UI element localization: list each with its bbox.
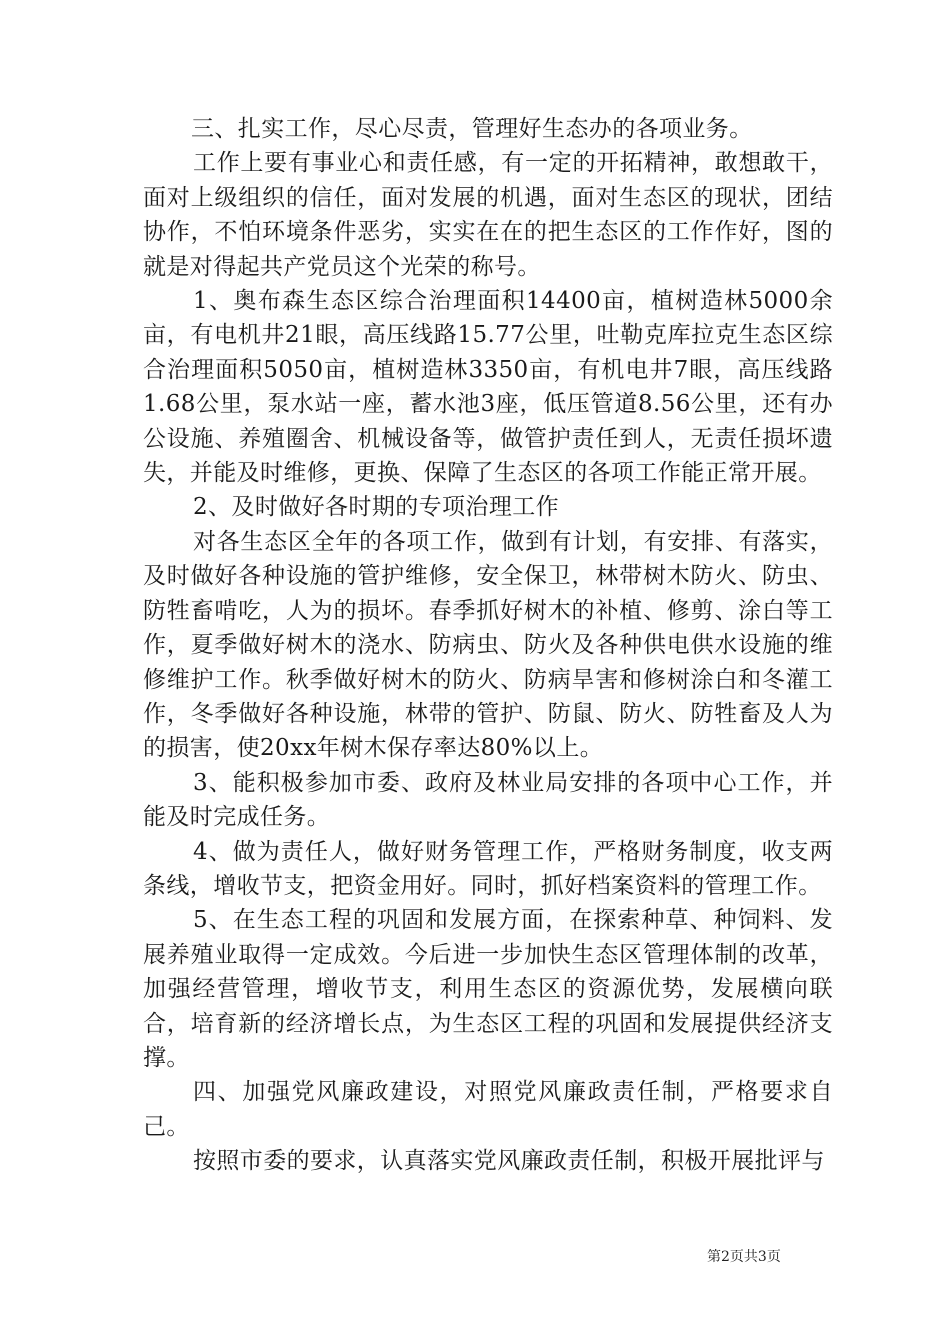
section-heading-3: 三、扎实工作，尽心尽责，管理好生态办的各项业务。 [191,116,753,142]
paragraph: 工作上要有事业心和责任感，有一定的开拓精神，敢想敢干，面对上级组织的信任，面对发展的机遇，面对生态区的现状，团结协作，不怕环境条件恶劣，实实在在的把生态区的工作作好，图的就是对得起共产党员这个光荣的称号。 [143,150,833,280]
list-item-3: 3、能积极参加市委、政府及林业局安排的各项中心工作，并能及时完成任务。 [143,769,833,831]
list-item-5: 5、在生态工程的巩固和发展方面，在探索种草、种饲料、发展养殖业取得一定成效。今后进一步加快生态区管理体制的改革，加强经营管理，增收节支，利用生态区的资源优势，发展横向联合，培育新的经济增长点，为生态区工程的巩固和发展提供经济支撑。 [143,907,833,1071]
document-body [143,112,833,1179]
list-item-2-heading: 2、及时做好各时期的专项治理工作 [193,494,560,521]
page-number-footer: 第2页共3页 [707,1249,781,1265]
paragraph: 按照市委的要求，认真落实党风廉政责任制，积极开展批评与 [193,1148,825,1175]
paragraph: 对各生态区全年的各项工作，做到有计划，有安排、有落实，及时做好各种设施的管护维修，安全保卫，林带树木防火、防虫、防牲畜啃吃，人为的损坏。春季抓好树木的补植、修剪、涂白等工作，夏季做好树木的浇水、防病虫、防火及各种供电供水设施的维修维护工作。秋季做好树木的防火、防病旱害和修树涂白和冬灌工作，冬季做好各种设施，林带的管护、防鼠、防火、防牲畜及人为的损害，使20xx年树木保存率达80%以上。 [143,528,833,762]
section-heading-4: 四、加强党风廉政建设，对照党风廉政责任制，严格要求自己。 [143,1079,833,1140]
list-item-4: 4、做为责任人，做好财务管理工作，严格财务制度，收支两条线，增收节支，把资金用好。同时，抓好档案资料的管理工作。 [143,838,833,899]
list-item-1: 1、奥布森生态区综合治理面积14400亩，植树造林5000余亩，有电机井21眼，高压线路15.77公里，吐勒克库拉克生态区综合治理面积5050亩，植树造林3350亩，有机电井7眼，高压线路1.68公里，泵水站一座，蓄水池3座，低压管道8.56公里，还有办公设施、养殖圈舍、机械设备等，做管护责任到人，无责任损坏遗失，并能及时维修，更换、保障了生态区的各项工作能正常开展。 [143,288,833,487]
